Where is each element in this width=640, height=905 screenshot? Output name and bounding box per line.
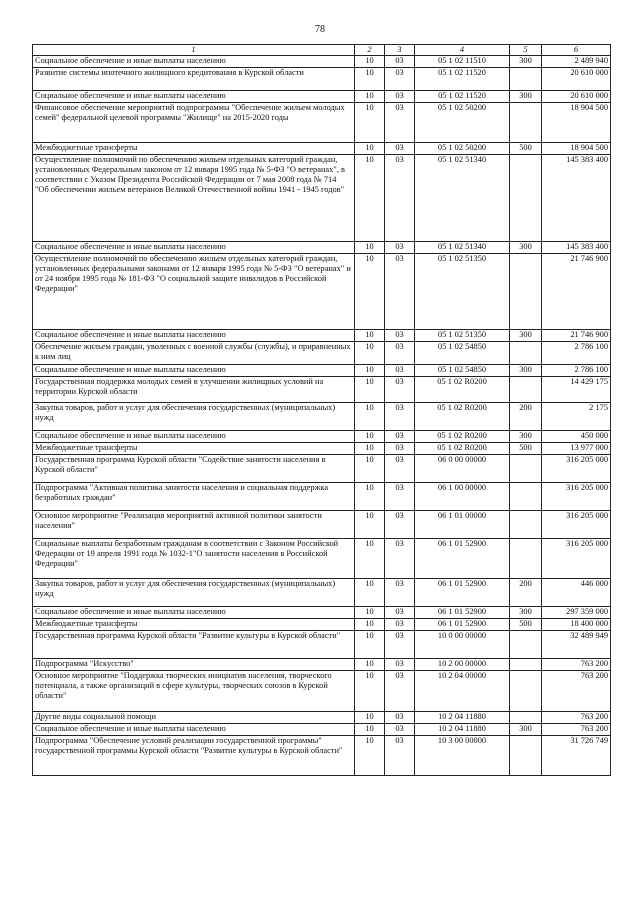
row-subsection: 03 — [385, 723, 415, 735]
row-amount: 31 726 749 — [542, 735, 611, 775]
table-row — [33, 430, 611, 442]
table-row — [33, 376, 611, 402]
row-name: Финансовое обеспечение мероприятий подпрограммы "Обеспечение жильем молодых семей" федеральной целевой программы "Жилище" на 2015-2020 годы — [33, 102, 355, 142]
row-subsection: 03 — [385, 606, 415, 618]
table-row — [33, 56, 611, 67]
row-expense-type — [510, 482, 542, 510]
row-expense-type — [510, 67, 542, 90]
row-target-code: 10 0 00 00000 — [415, 630, 510, 658]
row-section: 10 — [355, 658, 385, 670]
row-expense-type: 300 — [510, 723, 542, 735]
table-row — [33, 658, 611, 670]
header-row — [33, 45, 611, 56]
row-subsection: 03 — [385, 618, 415, 630]
row-expense-type: 500 — [510, 442, 542, 454]
row-target-code: 05 1 02 11520 — [415, 67, 510, 90]
row-name: Межбюджетные трансферты — [33, 442, 355, 454]
row-target-code: 05 1 02 51340 — [415, 154, 510, 241]
row-name: Межбюджетные трансферты — [33, 618, 355, 630]
row-subsection: 03 — [385, 329, 415, 341]
row-target-code: 05 1 02 51340 — [415, 241, 510, 253]
row-amount: 32 489 949 — [542, 630, 611, 658]
row-name: Основное мероприятие "Реализация мероприятий активной политики занятости населения" — [33, 510, 355, 538]
row-amount: 18 904 500 — [542, 142, 611, 154]
table-row — [33, 454, 611, 482]
row-amount: 446 000 — [542, 578, 611, 606]
row-expense-type — [510, 735, 542, 775]
table-row — [33, 90, 611, 102]
row-target-code: 05 1 02 54850 — [415, 364, 510, 376]
row-section: 10 — [355, 618, 385, 630]
row-target-code: 05 1 02 50200 — [415, 142, 510, 154]
row-amount: 316 205 000 — [542, 510, 611, 538]
row-section: 10 — [355, 56, 385, 67]
row-section: 10 — [355, 341, 385, 364]
row-section: 10 — [355, 630, 385, 658]
table-row — [33, 364, 611, 376]
row-target-code: 10 2 04 00000 — [415, 670, 510, 711]
row-amount: 316 205 000 — [542, 538, 611, 578]
row-amount: 763 200 — [542, 658, 611, 670]
row-target-code: 06 1 00 00000 — [415, 482, 510, 510]
row-section: 10 — [355, 90, 385, 102]
row-name: Осуществление полномочий по обеспечению жильем отдельных категорий граждан, установленных Федеральным законом от 12 января 1995 года № 5-ФЗ "О ветеранах", в соответствии с Указом Президента Российской Федерации от 7 мая 2008 года № 714 "Об обеспечении жильем ветеранов Великой Отечественной войны 1941 - 1945 годов" — [33, 154, 355, 241]
table-row — [33, 735, 611, 775]
row-amount: 20 610 000 — [542, 67, 611, 90]
row-target-code: 06 1 01 52900 — [415, 538, 510, 578]
row-expense-type: 300 — [510, 430, 542, 442]
row-amount: 18 904 500 — [542, 102, 611, 142]
row-section: 10 — [355, 402, 385, 430]
row-section: 10 — [355, 606, 385, 618]
row-name: Социальное обеспечение и иные выплаты населению — [33, 606, 355, 618]
row-expense-type — [510, 154, 542, 241]
row-name: Подпрограмма "Активная политика занятости населения и социальная поддержка безработных граждан" — [33, 482, 355, 510]
row-expense-type: 300 — [510, 364, 542, 376]
row-expense-type: 500 — [510, 618, 542, 630]
table-row — [33, 442, 611, 454]
col-header-subsection: 3 — [385, 45, 415, 56]
row-subsection: 03 — [385, 402, 415, 430]
row-target-code: 10 2 04 11880 — [415, 723, 510, 735]
table-row — [33, 510, 611, 538]
row-expense-type: 200 — [510, 578, 542, 606]
row-target-code: 06 0 00 00000 — [415, 454, 510, 482]
table-row — [33, 538, 611, 578]
row-amount: 2 786 100 — [542, 364, 611, 376]
table-row — [33, 341, 611, 364]
row-section: 10 — [355, 67, 385, 90]
table-row — [33, 253, 611, 329]
row-section: 10 — [355, 142, 385, 154]
row-section: 10 — [355, 670, 385, 711]
row-target-code: 06 1 01 52900 — [415, 618, 510, 630]
row-name: Социальное обеспечение и иные выплаты населению — [33, 241, 355, 253]
row-subsection: 03 — [385, 142, 415, 154]
table-row — [33, 329, 611, 341]
row-amount: 21 746 900 — [542, 253, 611, 329]
col-header-target-code: 4 — [415, 45, 510, 56]
row-subsection: 03 — [385, 430, 415, 442]
row-section: 10 — [355, 241, 385, 253]
row-section: 10 — [355, 735, 385, 775]
row-name: Межбюджетные трансферты — [33, 142, 355, 154]
row-expense-type: 300 — [510, 329, 542, 341]
row-amount: 2 786 100 — [542, 341, 611, 364]
row-section: 10 — [355, 376, 385, 402]
row-subsection: 03 — [385, 90, 415, 102]
row-name: Государственная программа Курской области "Развитие культуры в Курской области" — [33, 630, 355, 658]
row-target-code: 05 1 02 51350 — [415, 329, 510, 341]
row-expense-type — [510, 510, 542, 538]
row-amount: 20 610 000 — [542, 90, 611, 102]
row-section: 10 — [355, 442, 385, 454]
row-section: 10 — [355, 364, 385, 376]
row-amount: 145 383 400 — [542, 241, 611, 253]
row-subsection: 03 — [385, 454, 415, 482]
row-section: 10 — [355, 154, 385, 241]
col-header-expense-type: 5 — [510, 45, 542, 56]
row-name: Социальное обеспечение и иные выплаты населению — [33, 56, 355, 67]
row-amount: 316 205 000 — [542, 482, 611, 510]
row-section: 10 — [355, 482, 385, 510]
row-expense-type: 300 — [510, 90, 542, 102]
row-target-code: 10 2 04 11880 — [415, 711, 510, 723]
row-expense-type: 300 — [510, 606, 542, 618]
row-section: 10 — [355, 578, 385, 606]
row-amount: 18 400 000 — [542, 618, 611, 630]
row-target-code: 05 1 02 R0200 — [415, 430, 510, 442]
table-row — [33, 102, 611, 142]
row-section: 10 — [355, 538, 385, 578]
table-row — [33, 578, 611, 606]
row-section: 10 — [355, 329, 385, 341]
row-amount: 316 205 000 — [542, 454, 611, 482]
row-expense-type — [510, 341, 542, 364]
row-name: Закупка товаров, работ и услуг для обеспечения государственных (муниципальных) нужд — [33, 578, 355, 606]
row-subsection: 03 — [385, 364, 415, 376]
row-subsection: 03 — [385, 538, 415, 578]
row-name: Подпрограмма "Обеспечение условий реализации государственной программы" государственной программы Курской области "Развитие культуры в Курской области" — [33, 735, 355, 775]
row-target-code: 05 1 02 R0200 — [415, 402, 510, 430]
row-name: Социальное обеспечение и иные выплаты населению — [33, 430, 355, 442]
row-subsection: 03 — [385, 510, 415, 538]
row-name: Подпрограмма "Искусство" — [33, 658, 355, 670]
row-name: Социальное обеспечение и иные выплаты населению — [33, 364, 355, 376]
row-amount: 2 175 — [542, 402, 611, 430]
row-expense-type — [510, 670, 542, 711]
table-row — [33, 630, 611, 658]
row-target-code: 10 2 00 00000 — [415, 658, 510, 670]
row-subsection: 03 — [385, 56, 415, 67]
row-subsection: 03 — [385, 735, 415, 775]
row-subsection: 03 — [385, 630, 415, 658]
row-amount: 21 746 900 — [542, 329, 611, 341]
row-name: Социальное обеспечение и иные выплаты населению — [33, 329, 355, 341]
row-expense-type — [510, 253, 542, 329]
table-row — [33, 482, 611, 510]
row-subsection: 03 — [385, 341, 415, 364]
row-target-code: 05 1 02 54850 — [415, 341, 510, 364]
row-expense-type: 500 — [510, 142, 542, 154]
row-section: 10 — [355, 102, 385, 142]
table-row — [33, 67, 611, 90]
row-subsection: 03 — [385, 241, 415, 253]
row-name: Закупка товаров, работ и услуг для обеспечения государственных (муниципальных) нужд — [33, 402, 355, 430]
row-amount: 13 977 000 — [542, 442, 611, 454]
row-subsection: 03 — [385, 102, 415, 142]
row-subsection: 03 — [385, 658, 415, 670]
row-expense-type: 300 — [510, 56, 542, 67]
row-target-code: 05 1 02 11510 — [415, 56, 510, 67]
row-section: 10 — [355, 723, 385, 735]
col-header-name: 1 — [33, 45, 355, 56]
row-name: Основное мероприятие "Поддержка творческих инициатив населения, творческого потенциала, а также организаций в сфере культуры, творческих союзов в Курской области" — [33, 670, 355, 711]
row-target-code: 05 1 02 50200 — [415, 102, 510, 142]
table-row — [33, 711, 611, 723]
row-subsection: 03 — [385, 253, 415, 329]
col-header-section: 2 — [355, 45, 385, 56]
row-name: Обеспечение жильем граждан, уволенных с военной службы (службы), и приравненных к ним лиц — [33, 341, 355, 364]
row-target-code: 06 1 01 52900 — [415, 606, 510, 618]
table-row — [33, 142, 611, 154]
col-header-amount: 6 — [542, 45, 611, 56]
table-row — [33, 723, 611, 735]
table-row — [33, 606, 611, 618]
row-amount: 450 000 — [542, 430, 611, 442]
row-name: Социальные выплаты безработным гражданам в соответствии с Законом Российской Федерации от 19 апреля 1991 года № 1032-1"О занятости населения в Российской Федерации" — [33, 538, 355, 578]
row-expense-type — [510, 711, 542, 723]
row-expense-type — [510, 630, 542, 658]
row-name: Социальное обеспечение и иные выплаты населению — [33, 723, 355, 735]
row-section: 10 — [355, 454, 385, 482]
row-subsection: 03 — [385, 711, 415, 723]
row-amount: 763 200 — [542, 670, 611, 711]
row-name: Социальное обеспечение и иные выплаты населению — [33, 90, 355, 102]
row-subsection: 03 — [385, 578, 415, 606]
row-amount: 763 200 — [542, 711, 611, 723]
row-section: 10 — [355, 510, 385, 538]
row-subsection: 03 — [385, 67, 415, 90]
table-row — [33, 241, 611, 253]
row-name: Государственная поддержка молодых семей в улучшении жилищных условий на территории Курской области — [33, 376, 355, 402]
row-amount: 297 359 000 — [542, 606, 611, 618]
row-expense-type — [510, 376, 542, 402]
row-expense-type: 300 — [510, 241, 542, 253]
table-row — [33, 154, 611, 241]
row-subsection: 03 — [385, 376, 415, 402]
row-target-code: 10 3 00 00000 — [415, 735, 510, 775]
row-name: Государственная программа Курской области "Содействие занятости населения в Курской области" — [33, 454, 355, 482]
row-name: Другие виды социальной помощи — [33, 711, 355, 723]
row-target-code: 05 1 02 R0200 — [415, 442, 510, 454]
row-amount: 763 200 — [542, 723, 611, 735]
row-subsection: 03 — [385, 670, 415, 711]
row-target-code: 05 1 02 51350 — [415, 253, 510, 329]
row-name: Осуществление полномочий по обеспечению жильем отдельных категорий граждан, установленных федеральными законами от 12 января 1995 года № 5-ФЗ "О ветеранах" и от 24 ноября 1995 года № 181-ФЗ "О социальной защите инвалидов в Российской Федерации" — [33, 253, 355, 329]
table-row — [33, 670, 611, 711]
row-section: 10 — [355, 711, 385, 723]
row-amount: 145 383 400 — [542, 154, 611, 241]
row-expense-type — [510, 538, 542, 578]
row-subsection: 03 — [385, 442, 415, 454]
row-target-code: 05 1 02 11520 — [415, 90, 510, 102]
row-expense-type — [510, 658, 542, 670]
row-amount: 14 429 175 — [542, 376, 611, 402]
table-row — [33, 402, 611, 430]
row-target-code: 05 1 02 R0200 — [415, 376, 510, 402]
row-target-code: 06 1 01 00000 — [415, 510, 510, 538]
budget-table — [32, 44, 611, 776]
row-section: 10 — [355, 253, 385, 329]
row-section: 10 — [355, 430, 385, 442]
page-number: 78 — [315, 24, 325, 35]
row-expense-type: 200 — [510, 402, 542, 430]
row-expense-type — [510, 102, 542, 142]
row-subsection: 03 — [385, 482, 415, 510]
row-target-code: 06 1 01 52900 — [415, 578, 510, 606]
table-row — [33, 618, 611, 630]
row-amount: 2 489 940 — [542, 56, 611, 67]
row-name: Развитие системы ипотечного жилищного кредитования в Курской области — [33, 67, 355, 90]
row-subsection: 03 — [385, 154, 415, 241]
row-expense-type — [510, 454, 542, 482]
